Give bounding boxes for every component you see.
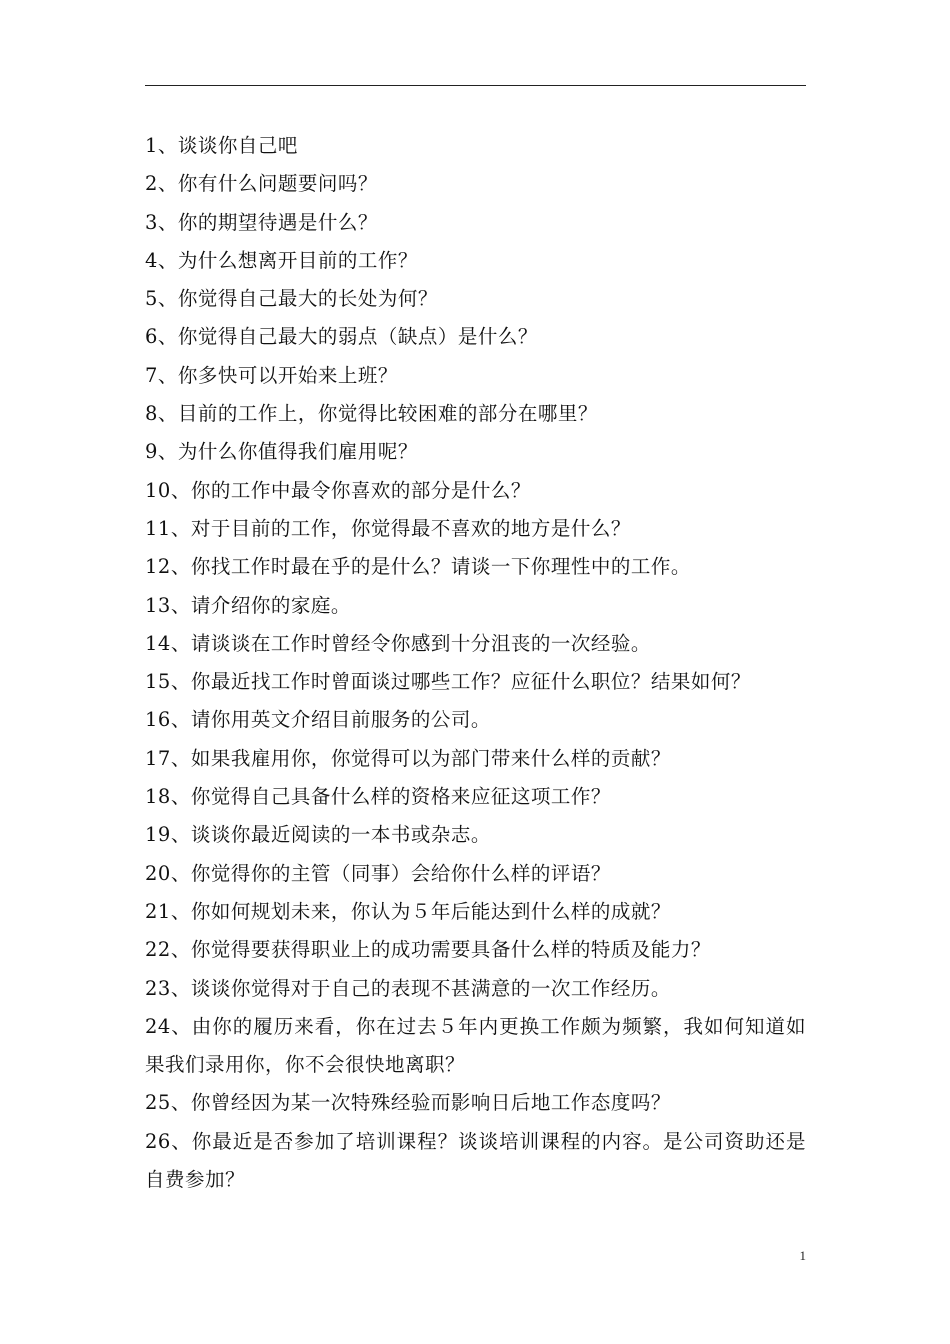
question-item: 9、为什么你值得我们雇用呢？	[145, 440, 418, 464]
question-item: 3、你的期望待遇是什么？	[145, 210, 378, 234]
question-item: 21、你如何规划未来，你认为５年后能达到什么样的成就？	[145, 899, 671, 923]
question-item: 1、谈谈你自己吧	[145, 134, 298, 157]
question-item: 4、为什么想离开目前的工作？	[145, 248, 418, 272]
question-item: 22、你觉得要获得职业上的成功需要具备什么样的特质及能力？	[145, 938, 711, 962]
question-item: 26、你最近是否参加了培训课程？谈谈培训课程的内容。是公司资助还是自费参加？	[145, 1129, 806, 1192]
question-item: 5、你觉得自己最大的长处为何？	[145, 287, 438, 311]
question-item: 25、你曾经因为某一次特殊经验而影响日后地工作态度吗？	[145, 1091, 671, 1115]
header-rule	[145, 85, 806, 86]
question-item: 18、你觉得自己具备什么样的资格来应征这项工作？	[145, 785, 611, 809]
page-number: 1	[799, 1248, 806, 1263]
question-item: 12、你找工作时最在乎的是什么？请谈一下你理性中的工作。	[145, 555, 691, 579]
question-item: 14、请谈谈在工作时曾经令你感到十分沮丧的一次经验。	[145, 631, 651, 655]
question-list	[145, 127, 806, 1199]
question-item: 23、谈谈你觉得对于自己的表现不甚满意的一次工作经历。	[145, 976, 671, 1000]
question-item: 17、如果我雇用你，你觉得可以为部门带来什么样的贡献？	[145, 746, 671, 770]
question-item: 15、你最近找工作时曾面谈过哪些工作？应征什么职位？结果如何？	[145, 670, 751, 694]
question-item: 11、对于目前的工作，你觉得最不喜欢的地方是什么？	[145, 516, 631, 540]
question-item: 2、你有什么问题要问吗？	[145, 172, 378, 196]
question-item: 19、谈谈你最近阅读的一本书或杂志。	[145, 823, 491, 847]
question-item: 6、你觉得自己最大的弱点（缺点）是什么？	[145, 325, 538, 349]
question-item: 10、你的工作中最令你喜欢的部分是什么？	[145, 478, 531, 502]
question-item: 13、请介绍你的家庭。	[145, 593, 351, 617]
question-item: 20、你觉得你的主管（同事）会给你什么样的评语？	[145, 861, 611, 885]
question-item: 16、请你用英文介绍目前服务的公司。	[145, 708, 491, 732]
question-item: 7、你多快可以开始来上班？	[145, 363, 398, 387]
question-item: 24、由你的履历来看，你在过去５年内更换工作颇为频繁，我如何知道如果我们录用你，你不会很快地离职？	[145, 1014, 806, 1077]
question-item: 8、目前的工作上，你觉得比较困难的部分在哪里？	[145, 402, 598, 426]
